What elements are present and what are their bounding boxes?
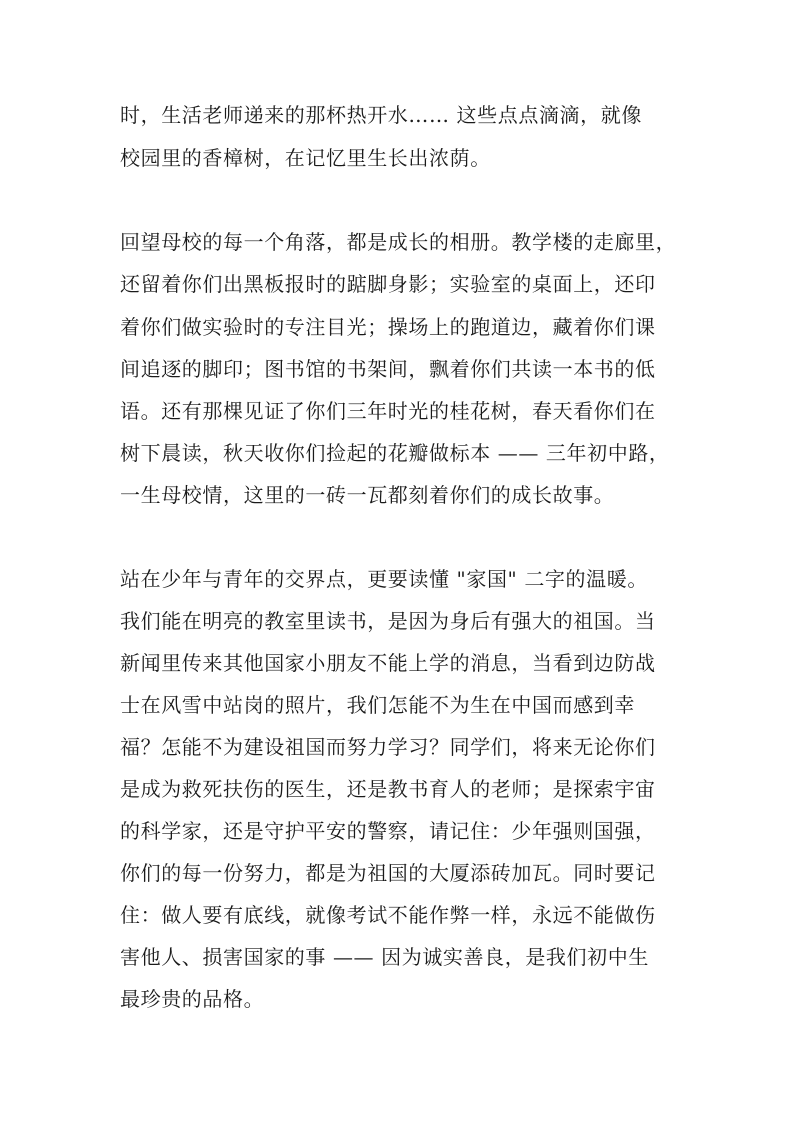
paragraph-2-line-4: 间追逐的脚印；图书馆的书架间，飘着你们共读一本书的低 bbox=[120, 357, 656, 381]
paragraph-2-line-2: 还留着你们出黑板报时的踮脚身影；实验室的桌面上，还印 bbox=[120, 272, 656, 296]
paragraph-2-line-5: 语。还有那棵见证了你们三年时光的桂花树，春天看你们在 bbox=[120, 399, 656, 423]
paragraph-2-line-6: 树下晨读，秋天收你们捡起的花瓣做标本 —— 三年初中路， bbox=[120, 441, 670, 465]
paragraph-1-line-1: 时，生活老师递来的那杯热开水…… 这些点点滴滴，就像 bbox=[120, 103, 642, 127]
paragraph-3-line-1: 站在少年与青年的交界点，更要读懂 "家国" 二字的温暖。 bbox=[120, 567, 648, 591]
paragraph-3-line-11: 最珍贵的品格。 bbox=[120, 987, 265, 1011]
paragraph-1-line-2: 校园里的香樟树，在记忆里生长出浓荫。 bbox=[120, 146, 491, 170]
paragraph-3-line-8: 你们的每一份努力，都是为祖国的大厦添砖加瓦。同时要记 bbox=[120, 861, 656, 885]
paragraph-2-line-1: 回望母校的每一个角落，都是成长的相册。教学楼的走廊里， bbox=[120, 230, 677, 254]
paragraph-3-line-5: 福？怎能不为建设祖国而努力学习？同学们，将来无论你们 bbox=[120, 735, 656, 759]
paragraph-3-line-9: 住：做人要有底线，就像考试不能作弊一样，永远不能做伤 bbox=[120, 903, 656, 927]
paragraph-3-line-4: 士在风雪中站岗的照片，我们怎能不为生在中国而感到幸 bbox=[120, 693, 635, 717]
paragraph-3-line-10: 害他人、损害国家的事 —— 因为诚实善良，是我们初中生 bbox=[120, 945, 649, 969]
paragraph-3-line-7: 的科学家，还是守护平安的警察，请记住：少年强则国强， bbox=[120, 819, 656, 843]
paragraph-3-line-6: 是成为救死扶伤的医生，还是教书育人的老师；是探索宇宙 bbox=[120, 777, 656, 801]
paragraph-2-line-3: 着你们做实验时的专注目光；操场上的跑道边，藏着你们课 bbox=[120, 315, 656, 339]
paragraph-2-line-7: 一生母校情，这里的一砖一瓦都刻着你们的成长故事。 bbox=[120, 483, 615, 507]
paragraph-3-line-3: 新闻里传来其他国家小朋友不能上学的消息，当看到边防战 bbox=[120, 651, 656, 675]
paragraph-3-line-2: 我们能在明亮的教室里读书，是因为身后有强大的祖国。当 bbox=[120, 609, 656, 633]
